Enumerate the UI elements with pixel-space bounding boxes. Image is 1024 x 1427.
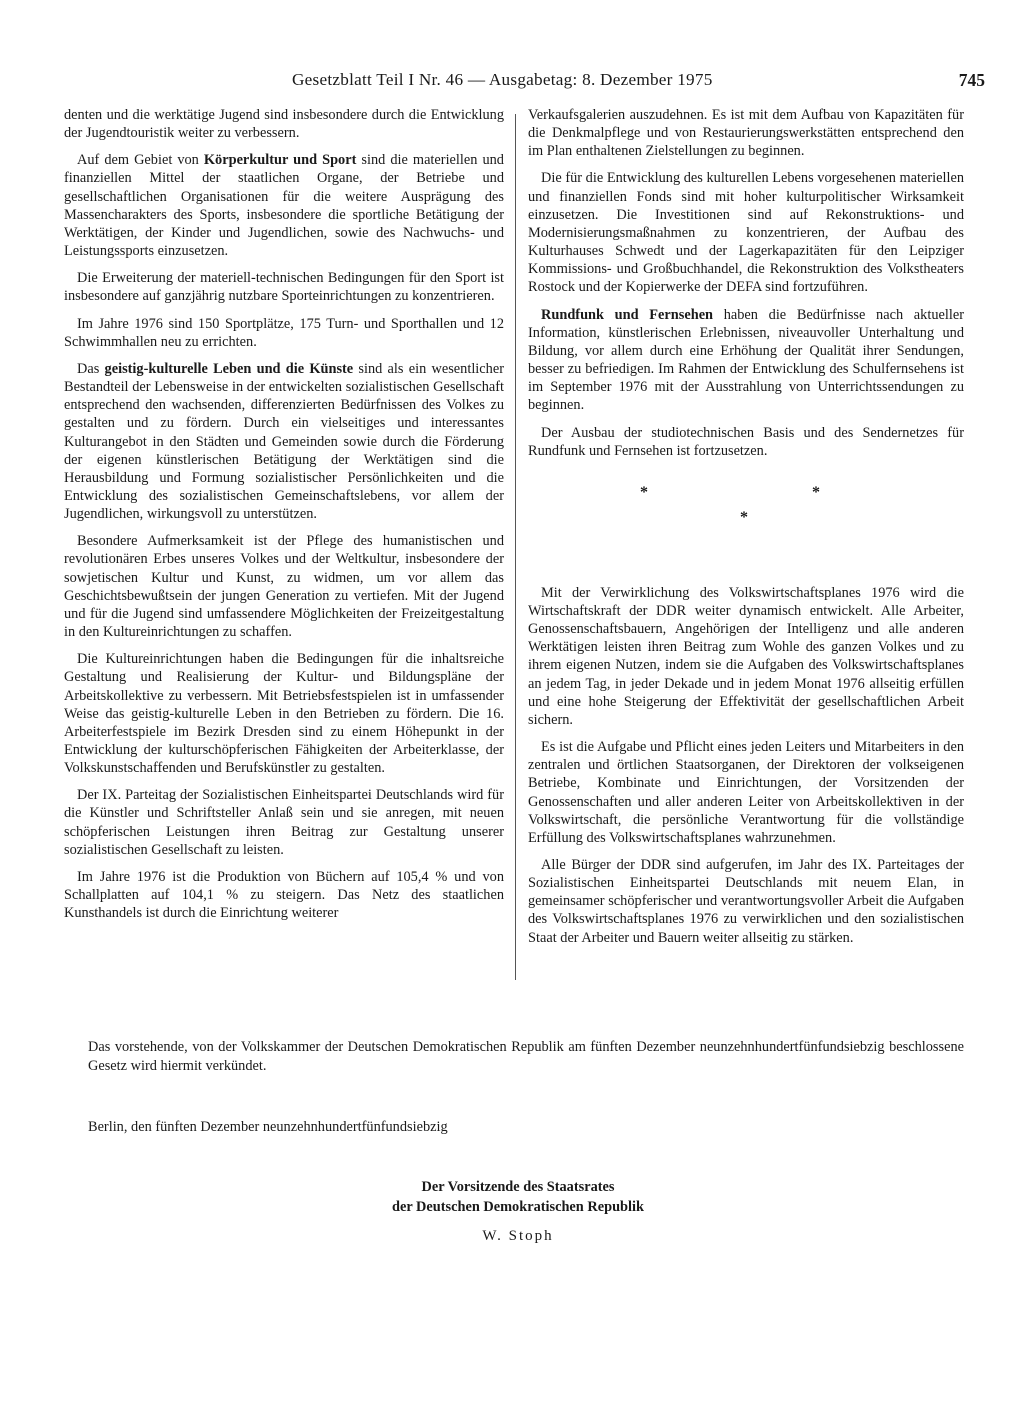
paragraph: Es ist die Aufgabe und Pflicht eines jeden Leiters und Mitarbeiters in den zentralen und örtlichen Staatsorganen, der Direktoren der volkseigenen Betriebe, Kombinate und Einrichtungen, der Vorsitzenden der Genossenschaften und aller anderen Leiter von Arbeitskollektiven in der Volkswirtschaft, die persönliche Verantwortung für die vollständige Erfüllung des Volkswirtschaftsplanes wahrzunehmen. bbox=[528, 739, 964, 846]
page-number: 745 bbox=[958, 70, 985, 90]
paragraph: Alle Bürger der DDR sind aufgerufen, im Jahr des IX. Parteitages der Sozialistischen Einheitspartei Deutschlands mit neuem Elan, in gemeinsamer schöpferischer und verantwortungsvoller Arbeit die Aufgaben des Volkswirtschaftsplanes 1976 zu verwirklichen und den sozialistischen Staat der Arbeiter und Bauern weiter allseitig zu stärken. bbox=[528, 857, 964, 946]
text-run: Auf dem Gebiet von bbox=[77, 152, 204, 169]
column-divider bbox=[515, 114, 516, 980]
paragraph: Besondere Aufmerksamkeit ist der Pflege des humanistischen und revolutionären Erbes unseres Volkes und der Weltkultur, insbesondere der sowjetischen Kultur und Kunst, zu widmen, um vor allem das Geschichtsbewußtsein der jungen Generation zu vertiefen. Mit der Jugend und für die Jugend sind umfassendere Möglichkeiten der Freizeitgestaltung in den Kultureinrichtungen zu schaffen. bbox=[64, 533, 504, 641]
bold-heading: geistig-kulturelle Leben und die Künste bbox=[104, 360, 354, 377]
signatory-title: der Deutschen Demokratischen Republik bbox=[392, 1198, 644, 1215]
paragraph: Der IX. Parteitag der Sozialistischen Einheitspartei Deutschlands wird für die Künstler und Schriftsteller Anlaß sein und sie anregen, mit neuen schöpferischen Leistungen ihren Beitrag zur Gestaltung unserer sozialistischen Gesellschaft zu leisten. bbox=[64, 787, 504, 858]
paragraph-rundfunk bbox=[528, 306, 964, 415]
signatory-title: Der Vorsitzende des Staatsrates bbox=[421, 1179, 615, 1195]
paragraph: Die Erweiterung der materiell-technischen Bedingungen für den Sport ist insbesondere auf ganzjährig nutzbare Sporteinrichtungen zu konzentrieren. bbox=[64, 270, 504, 305]
text-run: sind als ein wesentlicher Bestandteil der Lebensweise in der entwickelten sozialistischen Gesellschaft entsprechend den wachsenden, differenzierten Bedürfnissen des Volkes zu gestalten und zu fördern. Durch ein vielseitiges und interessantes Kulturangebot in den Städten und Gemeinden sowie durch die Förderung der eigenen künstlerischen Betätigung der Werktätigen sind die Herausbildung und Formung sozialistischer Persönlichkeiten und die Entwicklung des sozialistischen Gemeinschaftslebens, vor allem der Jugendlichen, wirkungsvoll zu unterstützen. bbox=[64, 360, 504, 523]
section-separator bbox=[528, 484, 964, 576]
text-run: haben die Bedürfnisse nach aktueller Information, künstlerischen Erlebnissen, niveauvoller Unterhaltung und Bildung, vor allem durch eine Erhöhung der Qualität ihrer Sendungen, besser zu befriedigen. Im Rahmen der Entwicklung des Schulfernsehens ist im September 1976 mit der Ausstrahlung von Unterrichtssendungen zu beginnen. bbox=[528, 306, 964, 414]
text-run: sind die materiellen und finanziellen Mittel der staatlichen Organe, der Betriebe und gesellschaftlichen Organisationen für die weitere Ausprägung des Massencharakters des Sports, insbesondere die sportliche Betätigung der Werktätigen, der Kinder und Jugendlichen, sowie des Nachwuchs- und Leistungssports einzusetzen. bbox=[64, 152, 504, 260]
right-column bbox=[528, 106, 964, 956]
asterisk-icon: * bbox=[640, 483, 648, 501]
proclamation-text: Das vorstehende, von der Volkskammer der Deutschen Demokratischen Republik am fünften Dezember neunzehnhundertfünfundsiebzig beschlossene Gesetz wird hiermit verkündet. bbox=[88, 1039, 964, 1074]
asterisk-icon: * bbox=[812, 483, 820, 501]
paragraph: Verkaufsgalerien auszudehnen. Es ist mit dem Aufbau von Kapazitäten für die Denkmalpflege und von Restaurierungswerkstätten entsprechend den im Plan enthaltenen Zielstellungen zu beginnen. bbox=[528, 107, 964, 160]
text-run: Das bbox=[77, 360, 105, 377]
paragraph: Mit der Verwirklichung des Volkswirtschaftsplanes 1976 wird die Wirtschaftskraft der DDR weiter dynamisch entwickelt. Alle Arbeiter, Genossenschaftsbauern, Angehörigen der Intelligenz und alle anderen Werktätigen leisten ihren Beitrag zum Wohle des ganzen Volkes und zu ihrem eigenen Nutzen, indem sie die Aufgaben des Volkswirtschaftsplanes an jedem Tag, in jeder Dekade und in jedem Monat 1976 allseitig erfüllen und eine hohe Steigerung der Effektivität der gesellschaftlichen Arbeit sichern. bbox=[528, 584, 964, 728]
paragraph-kultur bbox=[64, 360, 504, 523]
paragraph: Der Ausbau der studiotechnischen Basis und des Sendernetzes für Rundfunk und Fernsehen ist fortzusetzen. bbox=[528, 424, 964, 459]
paragraph: Im Jahre 1976 sind 150 Sportplätze, 175 Turn- und Sporthallen und 12 Schwimmhallen neu zu errichten. bbox=[64, 315, 504, 350]
bold-heading: Rundfunk und Fernsehen bbox=[541, 306, 714, 323]
paragraph-koerperkultur bbox=[64, 151, 504, 260]
signatory-name: W. Stoph bbox=[482, 1228, 554, 1244]
gazette-header-title: Gesetzblatt Teil I Nr. 46 — Ausgabetag: 8. Dezember 1975 bbox=[292, 70, 713, 89]
paragraph: Die für die Entwicklung des kulturellen Lebens vorgesehenen materiellen und finanziellen Fonds sind mit hoher kulturpolitischer Wirksamkeit einzusetzen. Die Investitionen sind auf Rekonstruktions- und Modernisierungsmaßnahmen zu konzentrieren, der Aufbau des Kulturhauses Schwedt und der Lagerkapazitäten für den Leipziger Kommissions- und Großbuchhandel, die Rekonstruktion des Volkstheaters Rostock und der Kopierwerke der DEFA sind fortzuführen. bbox=[528, 170, 964, 296]
asterisk-icon: * bbox=[740, 508, 748, 526]
signature-block bbox=[300, 1178, 736, 1247]
place-and-date: Berlin, den fünften Dezember neunzehnhundertfünfundsiebzig bbox=[88, 1119, 448, 1135]
left-column bbox=[64, 106, 504, 931]
bold-heading: Körperkultur und Sport bbox=[203, 152, 357, 169]
paragraph: denten und die werktätige Jugend sind insbesondere durch die Entwicklung der Jugendtouristik weiter zu verbessern. bbox=[64, 107, 504, 142]
page-header bbox=[0, 70, 1024, 100]
paragraph: Im Jahre 1976 ist die Produktion von Büchern auf 105,4 % und von Schallplatten auf 104,1 % zu steigern. Das Netz des staatlichen Kunsthandels ist durch die Einrichtung weiterer bbox=[64, 868, 504, 922]
paragraph: Die Kultureinrichtungen haben die Bedingungen für die inhaltsreiche Gestaltung und Realisierung der Kultur- und Bildungspläne der Arbeitskollektive zu verbessern. Mit Betriebsfestspielen ist in umfassender Weise das geistig-kulturelle Leben in den Betrieben zu fördern. Die 16. Arbeiterfestspiele im Bezirk Dresden sind zu einem Höhepunkt in der Entwicklung der kulturschöpferischen Fähigkeiten der Arbeiterklasse, der Volkskunstschaffenden und Berufskünstler zu gestalten. bbox=[64, 651, 504, 777]
